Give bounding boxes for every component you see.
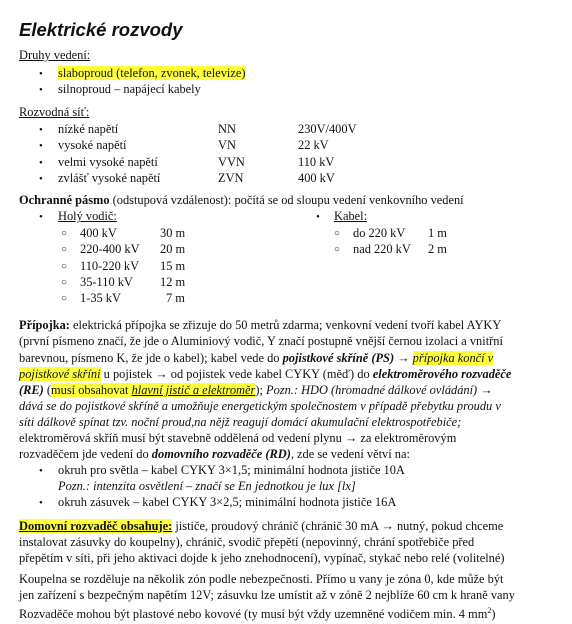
pasmo-line: Ochranné pásmo (odstupová vzdálenost): počítá se od sloupu vedení venkovního vedení (19, 193, 464, 207)
pripojka-line-5: (RE) (musí obsahovat hlavní jistič a elektroměr); Pozn.: HDO (hromadné dálkové ovládání) → (19, 383, 493, 397)
table-cell: 22 kV (298, 138, 329, 152)
circle-bullet-icon: ○ (61, 244, 68, 255)
bullet-icon: • (39, 84, 43, 96)
table-cell: 1-35 kV (80, 291, 121, 305)
pripojka-line-6: dává se do pojistkové skříně a umožňuje energetickým společnostem v případě přebytku proudu v (19, 399, 501, 413)
table-cell: do 220 kV (353, 226, 406, 240)
koupelna-line-1: Koupelna se rozděluje na několik zón podle nebezpečnosti. Přímo u vany je zóna 0, kde může být (19, 572, 504, 586)
pripojka-line-1: Přípojka: elektrická přípojka se zřizuje do 50 metrů zdarma; venkovní vedení tvoří kabel AYKY (19, 318, 502, 332)
circle-bullet-icon: ○ (334, 228, 341, 239)
table-cell: vysoké napětí (58, 138, 127, 152)
domovni-line-3: přepětím v síti, při jeho aktivaci dojde k jeho znehodnocení), vypínač, stykač nebo relé (volitelné) (19, 551, 505, 565)
list-note: Pozn.: intenzita osvětlení – značí se En jednotkou je lux [lx] (58, 479, 356, 493)
table-cell: VVN (218, 155, 245, 169)
list-item: okruh pro světla – kabel CYKY 3×1,5; minimální hodnota jističe 10A (58, 463, 405, 477)
domovni-line-1: Domovní rozvaděč obsahuje: jističe, proudový chránič (chránič 30 mA → nutný, pokud chceme (19, 519, 504, 533)
circle-bullet-icon: ○ (61, 228, 68, 239)
bullet-icon: • (316, 211, 320, 223)
pripojka-line-9: rozvaděčem jde vedení do domovního rozvaděče (RD), zde se vedení větví na: (19, 447, 410, 461)
table-cell: 35-110 kV (80, 275, 133, 289)
domovni-line-2: instalovat zásuvky do koupelny), chránič, svodič přepětí (nepovinný, chrání spotřebiče před (19, 535, 475, 549)
table-cell: 400 kV (298, 171, 335, 185)
pripojka-line-4: pojistkové skříni u pojistek → od pojistek vede kabel CYKY (měď) do elektroměrového rozvaděče (19, 367, 512, 381)
sit-heading: Rozvodná síť: (19, 105, 90, 119)
table-cell: 220-400 kV (80, 242, 140, 256)
page-title: Elektrické rozvody (19, 19, 183, 40)
bullet-icon: • (39, 497, 43, 509)
table-cell: 1 m (428, 226, 447, 240)
table-cell: 15 m (160, 259, 186, 273)
circle-bullet-icon: ○ (334, 244, 341, 255)
table-cell: 20 m (160, 242, 186, 256)
bullet-icon: • (39, 211, 43, 223)
table-cell: 110 kV (298, 155, 335, 169)
bullet-icon: • (39, 140, 43, 152)
bullet-icon: • (39, 68, 43, 80)
table-cell: nízké napětí (58, 122, 119, 136)
table-cell: ZVN (218, 171, 244, 185)
circle-bullet-icon: ○ (61, 261, 68, 272)
circle-bullet-icon: ○ (61, 293, 68, 304)
table-cell: 2 m (428, 242, 447, 256)
table-cell: 30 m (160, 226, 186, 240)
pripojka-line-7: síti dálkově spínat tzv. noční proud,na nějž reagují domácí akumulační elektrospotřebiče; (19, 415, 462, 429)
table-cell: 400 kV (80, 226, 117, 240)
table-cell: 230V/400V (298, 122, 357, 136)
table-cell: nad 220 kV (353, 242, 411, 256)
pripojka-line-8: elektroměrová skříň musí být stavebně oddělená od vedení plynu → za elektroměrovým (19, 431, 457, 445)
pripojka-line-3: barevnou, písmeno K, že jde o kabel); kabel vede do pojistkové skříně (PS) → přípojka končí v (19, 351, 494, 365)
table-cell: velmi vysoké napětí (58, 155, 158, 169)
table-cell: NN (218, 122, 236, 136)
table-cell: 12 m (160, 275, 186, 289)
holy-heading: Holý vodič: (58, 209, 117, 223)
table-cell: 7 m (166, 291, 185, 305)
rozvadece-line: Rozvaděče mohou být plastové nebo kovové (ty musí být vždy uzemněné vodičem min. 4 $mm^2$) (19, 605, 496, 621)
druhy-heading: Druhy vedení: (19, 48, 91, 62)
bullet-icon: • (39, 124, 43, 136)
list-item: okruh zásuvek – kabel CYKY 3×2,5; minimální hodnota jističe 16A (58, 495, 397, 509)
kabel-heading: Kabel: (334, 209, 368, 223)
koupelna-line-2: jen zařízení s bezpečným napětím 12V; zásuvku lze umístit až v zóně 2 nejblíže 60 cm k hraně vany (19, 588, 515, 602)
list-item: slaboproud (telefon, zvonek, televize) (58, 66, 246, 80)
table-cell: zvlášť vysoké napětí (58, 171, 161, 185)
table-cell: 110-220 kV (80, 259, 140, 273)
pripojka-line-2: (první písmeno značí, že jde o Aluminiový vodič, Y značí postupně vnější černou izolaci a vnitřní (19, 334, 503, 348)
list-item: silnoproud – napájecí kabely (58, 82, 201, 96)
table-cell: VN (218, 138, 236, 152)
bullet-icon: • (39, 157, 43, 169)
circle-bullet-icon: ○ (61, 277, 68, 288)
bullet-icon: • (39, 173, 43, 185)
bullet-icon: • (39, 465, 43, 477)
